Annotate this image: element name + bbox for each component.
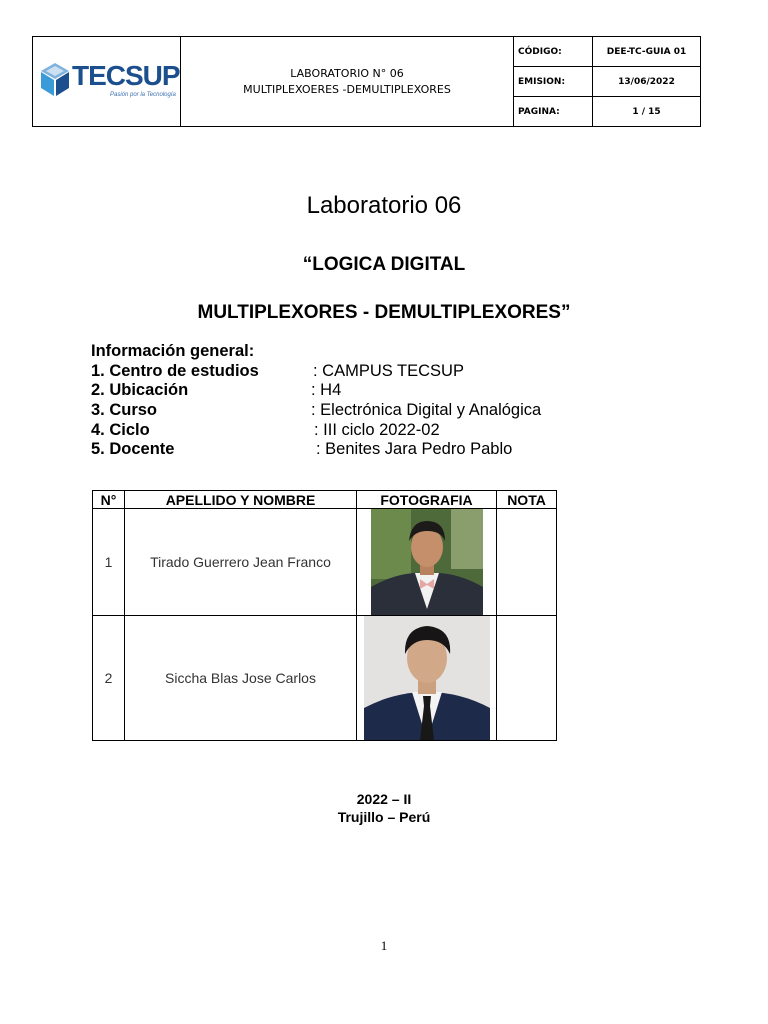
meta-value-codigo: DEE-TC-GUIA 01 — [593, 37, 701, 67]
table-row — [93, 509, 557, 616]
students-table — [92, 490, 557, 741]
info-label-curso: 3. Curso — [91, 401, 158, 420]
header-title — [181, 37, 514, 127]
info-label-docente: 5. Docente — [91, 440, 175, 459]
student-nota — [497, 616, 557, 741]
student-photo-cell — [357, 616, 497, 741]
meta-key-pagina: PAGINA: — [514, 97, 593, 127]
info-label-ubicacion: 2. Ubicación — [91, 381, 189, 400]
student-photo-cell — [357, 509, 497, 616]
table-row — [93, 616, 557, 741]
logo-tagline: Pasión por la Tecnología — [110, 92, 176, 98]
lab-title: Laboratorio 06 — [306, 192, 462, 219]
meta-key-codigo: CÓDIGO: — [514, 37, 593, 67]
info-value-ciclo: : III ciclo 2022-02 — [314, 420, 440, 439]
info-label-centro: 1. Centro de estudios — [91, 361, 259, 380]
student-nota — [497, 509, 557, 616]
logo-wordmark: TECSUP — [72, 60, 180, 91]
document-header — [32, 36, 701, 127]
header-title-line2: MULTIPLEXOERES -DEMULTIPLEXORES — [243, 82, 451, 96]
info-value-centro: : CAMPUS TECSUP — [313, 361, 464, 380]
logo-cell — [33, 37, 181, 127]
col-header-name: APELLIDO Y NOMBRE — [125, 491, 357, 509]
meta-key-emision: EMISION: — [514, 67, 593, 97]
col-header-n: N° — [93, 491, 125, 509]
info-heading: Información general: — [91, 342, 255, 360]
footer-year: 2022 – II — [356, 791, 412, 807]
footer-info — [0, 790, 768, 826]
col-header-photo: FOTOGRAFIA — [357, 491, 497, 509]
student-photo — [364, 616, 490, 740]
student-photo — [371, 509, 483, 615]
header-title-line1: LABORATORIO N° 06 — [290, 66, 404, 80]
subtitle-line2: MULTIPLEXORES - DEMULTIPLEXORES” — [197, 302, 571, 323]
info-value-ubicacion: : H4 — [311, 381, 342, 400]
info-value-docente: : Benites Jara Pedro Pablo — [316, 440, 513, 459]
info-value-curso: : Electrónica Digital y Analógica — [311, 401, 542, 420]
info-label-ciclo: 4. Ciclo — [91, 420, 150, 439]
page-number: 1 — [380, 938, 388, 953]
footer-place: Trujillo – Perú — [337, 809, 431, 825]
meta-value-emision: 13/06/2022 — [593, 67, 701, 97]
student-name: Siccha Blas Jose Carlos — [125, 616, 357, 741]
meta-value-pagina: 1 / 15 — [593, 97, 701, 127]
col-header-nota: NOTA — [497, 491, 557, 509]
tecsup-logo — [38, 60, 180, 102]
table-header-row — [93, 491, 557, 509]
tecsup-logo-icon — [38, 62, 72, 98]
row-number: 1 — [93, 509, 125, 616]
subtitle-line1: “LOGICA DIGITAL — [302, 254, 466, 275]
row-number: 2 — [93, 616, 125, 741]
student-name: Tirado Guerrero Jean Franco — [125, 509, 357, 616]
